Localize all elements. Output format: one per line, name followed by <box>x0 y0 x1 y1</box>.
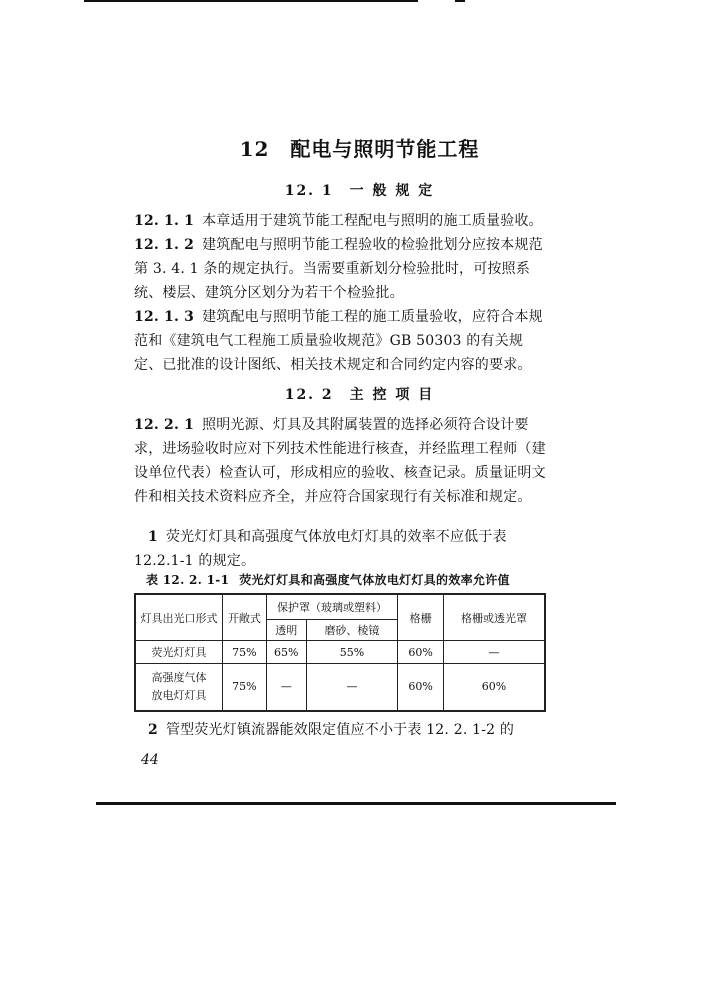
table-cell: 60% <box>444 664 545 712</box>
clause-text: 照明光源、灯具及其附属装置的选择必须符合设计要求，进场验收时应对下列技术性能进行核查，并经监理工程师（建设单位代表）检查认可，形成相应的验收、核查记录。质量证明文件和相关技术资料应齐全，并应符合国家现行有关标准和规定。 <box>134 417 546 505</box>
table-cell: — <box>266 664 306 712</box>
section-title-12-1: 12. 1 一 般 规 定 <box>284 183 435 199</box>
clause-12-1-3 <box>134 305 548 377</box>
section-title-12-2: 12. 2 主 控 项 目 <box>284 387 435 403</box>
top-rule <box>84 0 418 2</box>
table-cell: — <box>306 664 398 712</box>
table-cell: 75% <box>222 664 266 712</box>
header-cell: 开敞式 <box>222 594 266 641</box>
clause-text: 本章适用于建筑节能工程配电与照明的施工质量验收。 <box>202 213 543 229</box>
clause-number: 12. 1. 1 <box>134 213 195 229</box>
clause-number: 12. 2. 1 <box>134 417 195 433</box>
clause-12-1-1 <box>134 209 548 233</box>
item-2 <box>134 718 548 742</box>
page-number: 44 <box>141 752 159 768</box>
cell-line: 放电灯灯具 <box>151 689 207 702</box>
clause-text: 建筑配电与照明节能工程的施工质量验收，应符合本规范和《建筑电气工程施工质量验收规范》GB 50303 的有关规定、已批准的设计图纸、相关技术规定和合同约定内容的要求。 <box>134 309 543 373</box>
header-cell: 灯具出光口形式 <box>135 594 222 641</box>
luminaire-efficiency-table <box>134 593 546 712</box>
table-cell: 荧光灯灯具 <box>135 641 222 664</box>
clause-12-2-1 <box>134 413 548 509</box>
header-cell: 磨砂、棱镜 <box>306 620 398 641</box>
table-caption-text: 荧光灯灯具和高强度气体放电灯灯具的效率允许值 <box>239 573 510 587</box>
table-row <box>135 664 545 712</box>
table-cell: 60% <box>398 641 444 664</box>
header-cell: 格栅 <box>398 594 444 641</box>
header-cell: 透明 <box>266 620 306 641</box>
item-number: 1 <box>148 529 158 545</box>
clause-12-1-2 <box>134 233 548 305</box>
top-rule-stub <box>455 0 465 2</box>
item-text: 管型荧光灯镇流器能效限定值应不小于表 12. 2. 1-2 的 <box>165 722 515 738</box>
table-cell: 55% <box>306 641 398 664</box>
table-caption <box>146 571 510 588</box>
item-number: 2 <box>148 722 158 738</box>
header-cell: 保护罩（玻璃或塑料） <box>266 594 397 620</box>
cell-line: 高强度气体 <box>151 671 207 684</box>
item-text: 荧光灯灯具和高强度气体放电灯灯具的效率不应低于表 12.2.1-1 的规定。 <box>134 529 507 569</box>
clause-text: 建筑配电与照明节能工程验收的检验批划分应按本规范第 3. 4. 1 条的规定执行。当需要重新划分检验批时，可按照系统、楼层、建筑分区划分为若干个检验批。 <box>134 237 543 301</box>
clause-number: 12. 1. 3 <box>134 309 195 325</box>
bottom-rule <box>96 802 616 805</box>
clause-number: 12. 1. 2 <box>134 237 195 253</box>
table-cell: 65% <box>266 641 306 664</box>
item-1 <box>134 525 548 573</box>
header-cell: 格栅或透光罩 <box>444 594 545 641</box>
table-cell: — <box>444 641 545 664</box>
table-cell <box>135 664 222 712</box>
table-cell: 75% <box>222 641 266 664</box>
table-cell: 60% <box>398 664 444 712</box>
table-row <box>135 641 545 664</box>
table-caption-number: 表 12. 2. 1-1 <box>146 573 230 587</box>
chapter-title: 12 配电与照明节能工程 <box>239 137 480 161</box>
table-header-row <box>135 594 545 620</box>
